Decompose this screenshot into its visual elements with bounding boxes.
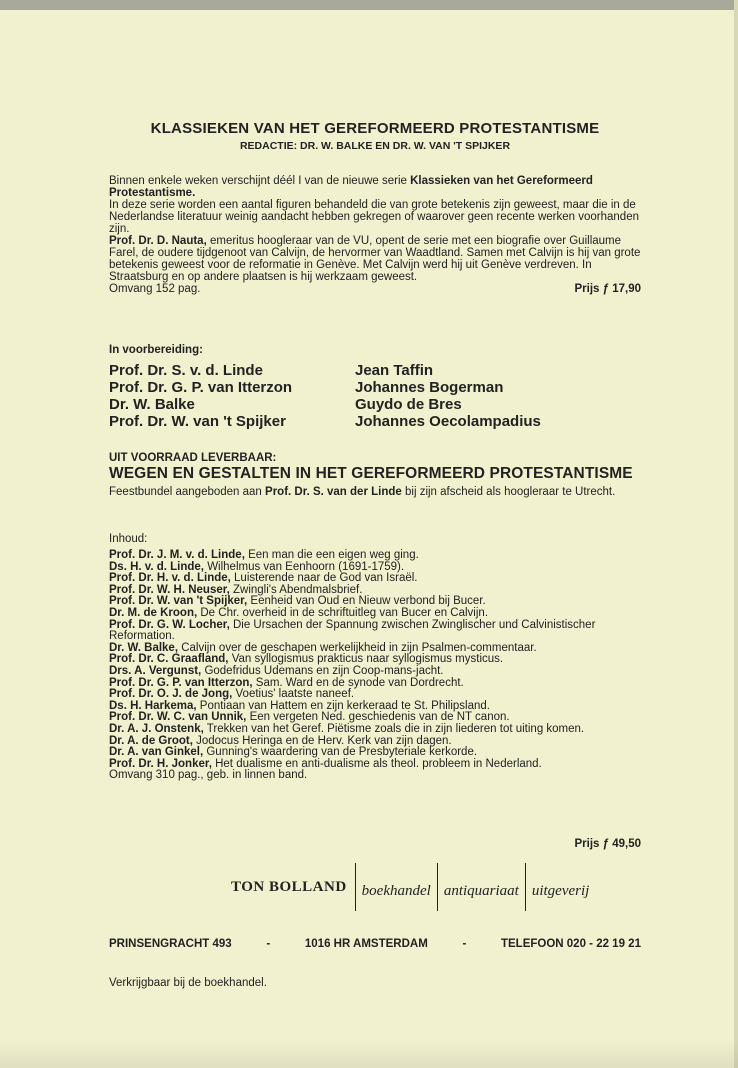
- contents-price: Prijs ƒ 49,50: [574, 838, 641, 850]
- address-separator: -: [462, 938, 467, 950]
- intro-price: Prijs ƒ 17,90: [574, 283, 641, 295]
- intro-size: Omvang 152 pag.: [109, 283, 201, 295]
- preparation-label: In voorbereiding:: [109, 344, 203, 356]
- list-item: Johannes Bogerman: [355, 379, 504, 396]
- contents-title: Eenheid van Oud en Nieuw verbond bij Bucer.: [247, 595, 486, 608]
- contents-author: Prof. Dr. H. v. d. Linde,: [109, 572, 231, 585]
- contents-author: Prof. Dr. G. W. Locher,: [109, 618, 230, 631]
- list-item: Johannes Oecolampadius: [355, 413, 541, 430]
- list-item: Prof. Dr. S. v. d. Linde: [109, 362, 263, 379]
- contents-items: [109, 550, 641, 770]
- contents-title: Luisterende naar de God van Israël.: [230, 572, 418, 585]
- right-scan-edge: [734, 0, 738, 1068]
- stock-label: UIT VOORRAAD LEVERBAAR:: [109, 452, 277, 464]
- contents-title: Godefridus Udemans en zijn Coop-mans-jacht.: [201, 664, 444, 677]
- contents-author: Drs. A. Vergunst,: [109, 664, 202, 677]
- preparation-subjects: [355, 362, 541, 430]
- publisher-segment-bookshop: boekhandel: [355, 863, 437, 911]
- contents-author: Dr. A. J. Onstenk,: [109, 722, 204, 735]
- contents-title: Gunning's waardering van de Presbyteriale kerkorde.: [203, 746, 478, 759]
- contents-author: Prof. Dr. G. P. van Itterzon,: [109, 676, 253, 689]
- address-phone: TELEFOON 020 - 22 19 21: [500, 938, 641, 950]
- contents-author: Prof. Dr. O. J. de Jong,: [109, 688, 233, 701]
- list-item: Dr. W. Balke: [109, 396, 195, 413]
- list-item: Prof. Dr. W. van 't Spijker: [109, 413, 286, 430]
- address-line: [109, 938, 641, 950]
- publisher-segment-publisher: uitgeverij: [525, 863, 595, 911]
- series-title: KLASSIEKEN VAN HET GEREFORMEERD PROTESTANTISME: [150, 120, 600, 137]
- contents-author: Prof. Dr. W. C. van Unnik,: [109, 711, 247, 724]
- contents-title: De Chr. overheid in de schriftuitleg van Bucer en Calvijn.: [197, 606, 489, 619]
- contents-author: Dr. W. Balke,: [109, 641, 179, 654]
- contents-title: Trekken van het Geref. Piëtisme zoals die in zijn liederen tot uiting komen.: [203, 722, 585, 735]
- intro-nauta: Prof. Dr. D. Nauta, emeritus hoogleraar van de VU, opent de serie met een biografie over Guillaume Farel, de oudere tijdgenoot van Calvijn, de hervormer van Waadtland. Samen met Calvijn is hij van grote betekenis geweest voor de reformatie in Genève. Met Calvijn werd hij uit Genève verdreven. In Straatsburg en op andere plaatsen is hij werkzaam geweest.: [109, 235, 641, 283]
- stock-title: WEGEN EN GESTALTEN IN HET GEREFORMEERD PROTESTANTISME: [109, 465, 633, 482]
- contents-list: [109, 550, 641, 782]
- intro-announcement: Binnen enkele weken verschijnt déél I van de nieuwe serie Klassieken van het Gereformeerd Protestantisme.: [109, 175, 593, 199]
- intro-description: In deze serie worden een aantal figuren behandeld die van grote betekenis zijn geweest, maar die in de Nederlandse literatuur weinig aandacht hebben gekregen of waarover geen recente werken voorhanden zijn.: [109, 199, 639, 235]
- contents-title: Jodocus Heringa en de Herv. Kerk van zijn dagen.: [192, 734, 452, 747]
- contents-author: Ds. H. Harkema,: [109, 699, 197, 712]
- contents-author: Dr. A. de Groot,: [109, 734, 193, 747]
- contents-title: Sam. Ward en de synode van Dordrecht.: [252, 676, 464, 689]
- intro-size-price-row: [109, 283, 641, 295]
- contents-author: Prof. Dr. W. H. Neuser,: [109, 583, 230, 596]
- contents-size: Omvang 310 pag., geb. in linnen band.: [109, 769, 308, 782]
- contents-author: Prof. Dr. J. M. v. d. Linde,: [109, 549, 245, 561]
- contents-author: Dr. A. van Ginkel,: [109, 746, 204, 759]
- intro-section: [109, 175, 641, 295]
- stock-description: Feestbundel aangeboden aan Prof. Dr. S. van der Linde bij zijn afscheid als hoogleraar te Utrecht.: [109, 486, 616, 498]
- list-item: Prof. Dr. G. P. van Itterzon: [109, 379, 293, 396]
- contents-author: Prof. Dr. C. Graafland,: [109, 653, 229, 666]
- contents-title: Die Ursachen der Spannung zwischen Zwinglischer und Calvinistischer Reformation.: [109, 618, 596, 643]
- contents-title: Calvijn over de geschapen werkelijkheid in zijn Psalmen-commentaar.: [178, 641, 537, 654]
- bottom-shadow: [0, 1038, 738, 1068]
- availability-note: Verkrijgbaar bij de boekhandel.: [109, 977, 267, 989]
- list-item: Guydo de Bres: [355, 396, 462, 413]
- publisher-name: TON BOLLAND: [231, 878, 347, 895]
- top-scan-edge: [0, 0, 738, 10]
- address-street: PRINSENGRACHT 493: [109, 938, 232, 950]
- contents-title: Van syllogismus prakticus naar syllogismus mysticus.: [228, 653, 504, 666]
- publisher-segment-antiquarian: antiquariaat: [437, 863, 525, 911]
- series-editors: REDACTIE: DR. W. BALKE EN DR. W. VAN 'T SPIJKER: [239, 140, 511, 152]
- contents-label: Inhoud:: [109, 533, 148, 545]
- contents-title: Wilhelmus van Eenhoorn (1691-1759).: [204, 560, 405, 573]
- contents-title: Een man die een eigen weg ging.: [244, 549, 419, 561]
- list-item: Jean Taffin: [355, 362, 434, 379]
- contents-title: Voetius' laatste naneef.: [232, 688, 355, 701]
- contents-author: Dr. M. de Kroon,: [109, 606, 198, 619]
- address-city: 1016 HR AMSTERDAM: [304, 938, 428, 950]
- preparation-editors: [109, 362, 355, 430]
- list-item: [109, 620, 641, 643]
- contents-title: Een vergeten Ned. geschiedenis van de NT canon.: [246, 711, 510, 724]
- contents-title: Pontiaan van Hattem en zijn kerkeraad te St. Philipsland.: [196, 699, 490, 712]
- contents-title: Zwingli's Abendmalsbrief.: [229, 583, 363, 596]
- address-separator: -: [266, 938, 271, 950]
- contents-title: Het dualisme en anti-dualisme als theol. probleem in Nederland.: [211, 757, 542, 770]
- contents-author: Ds. H. v. d. Linde,: [109, 560, 204, 573]
- contents-author: Prof. Dr. W. van 't Spijker,: [109, 595, 248, 608]
- contents-author: Prof. Dr. H. Jonker,: [109, 757, 212, 770]
- preparation-list: [109, 362, 641, 430]
- publisher-logo: [231, 863, 595, 911]
